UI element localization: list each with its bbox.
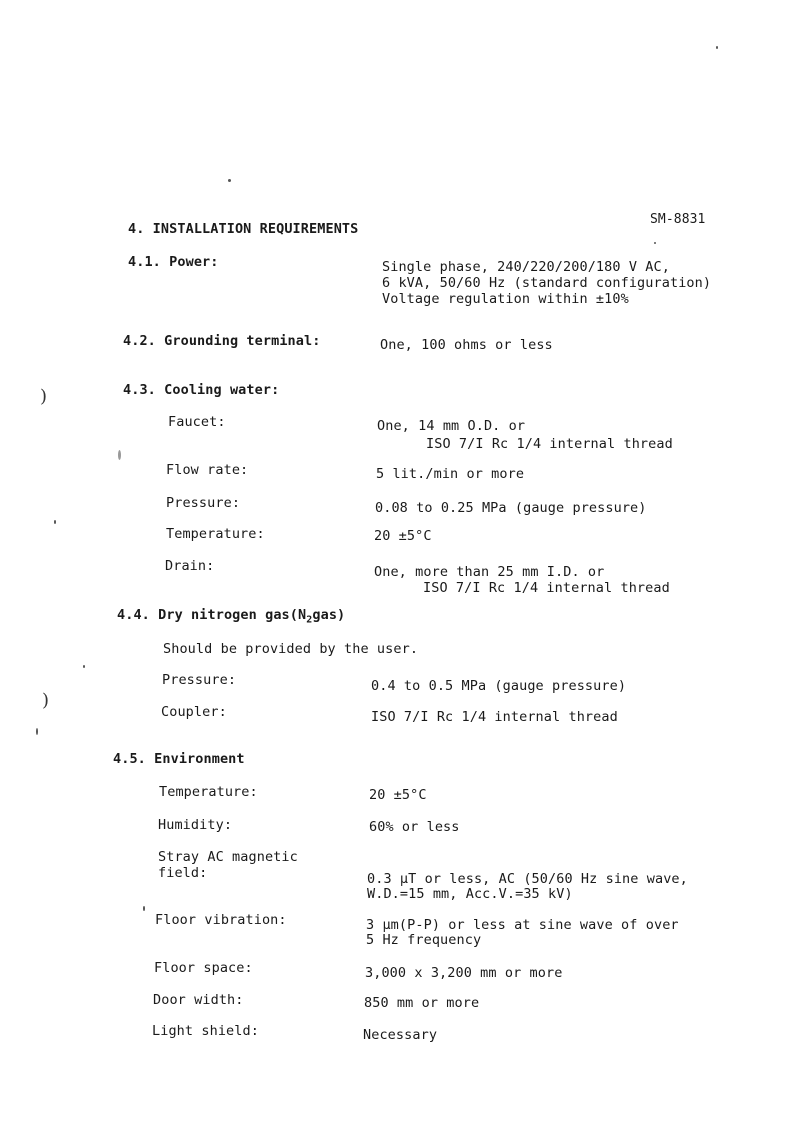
scan-speck xyxy=(54,520,56,524)
floor-vibration-value-1: 3 µm(P-P) or less at sine wave of over xyxy=(366,917,679,933)
scan-speck xyxy=(716,46,718,49)
scan-speck xyxy=(654,242,656,244)
margin-paren-mark: ) xyxy=(40,386,48,407)
coupler-value: ISO 7/I Rc 1/4 internal thread xyxy=(371,709,618,725)
door-width-label: Door width: xyxy=(153,992,244,1008)
cooling-temperature-label: Temperature: xyxy=(166,526,265,542)
nitrogen-heading-suffix: gas) xyxy=(312,607,346,623)
light-shield-value: Necessary xyxy=(363,1027,438,1043)
scan-speck xyxy=(118,450,121,460)
grounding-heading: 4.2. Grounding terminal: xyxy=(123,333,321,349)
floor-space-value: 3,000 x 3,200 mm or more xyxy=(365,965,563,981)
faucet-line-2: ISO 7/I Rc 1/4 internal thread xyxy=(426,436,673,452)
light-shield-label: Light shield: xyxy=(152,1023,259,1039)
nitrogen-note: Should be provided by the user. xyxy=(163,641,419,657)
power-line-3: Voltage regulation within ±10% xyxy=(382,291,629,307)
nitrogen-pressure-label: Pressure: xyxy=(162,672,237,688)
env-temperature-value: 20 ±5°C xyxy=(369,787,427,803)
humidity-label: Humidity: xyxy=(158,817,233,833)
scan-speck xyxy=(36,728,38,735)
environment-heading: 4.5. Environment xyxy=(113,751,245,767)
coupler-label: Coupler: xyxy=(161,704,227,720)
faucet-line-1: One, 14 mm O.D. or xyxy=(377,418,526,434)
grounding-value: One, 100 ohms or less xyxy=(380,337,553,353)
drain-line-2: ISO 7/I Rc 1/4 internal thread xyxy=(423,580,670,596)
power-line-1: Single phase, 240/220/200/180 V AC, xyxy=(382,259,670,275)
scan-speck xyxy=(83,665,85,668)
floor-vibration-label: Floor vibration: xyxy=(155,912,287,928)
floor-space-label: Floor space: xyxy=(154,960,253,976)
scan-speck xyxy=(228,179,231,182)
humidity-value: 60% or less xyxy=(369,819,460,835)
cooling-pressure-label: Pressure: xyxy=(166,495,241,511)
floor-vibration-value-2: 5 Hz frequency xyxy=(366,932,482,948)
stray-field-value-1: 0.3 µT or less, AC (50/60 Hz sine wave, xyxy=(367,871,688,887)
document-id: SM-8831 xyxy=(650,212,706,227)
drain-label: Drain: xyxy=(165,558,215,574)
drain-line-1: One, more than 25 mm I.D. or xyxy=(374,564,605,580)
margin-paren-mark: ) xyxy=(42,690,50,711)
flow-rate-label: Flow rate: xyxy=(166,462,249,478)
power-heading: 4.1. Power: xyxy=(128,254,219,270)
faucet-label: Faucet: xyxy=(168,414,226,430)
nitrogen-pressure-value: 0.4 to 0.5 MPa (gauge pressure) xyxy=(371,678,627,694)
cooling-heading: 4.3. Cooling water: xyxy=(123,382,280,398)
scan-speck xyxy=(143,906,145,911)
flow-rate-value: 5 lit./min or more xyxy=(376,466,525,482)
stray-field-label-2: field: xyxy=(158,865,208,881)
cooling-temperature-value: 20 ±5°C xyxy=(374,528,432,544)
nitrogen-heading-text: 4.4. Dry nitrogen gas(N xyxy=(117,607,307,623)
env-temperature-label: Temperature: xyxy=(159,784,258,800)
section-title: 4. INSTALLATION REQUIREMENTS xyxy=(128,221,359,237)
door-width-value: 850 mm or more xyxy=(364,995,480,1011)
nitrogen-heading-subscript: 2 xyxy=(306,614,313,626)
cooling-pressure-value: 0.08 to 0.25 MPa (gauge pressure) xyxy=(375,500,647,516)
power-line-2: 6 kVA, 50/60 Hz (standard configuration) xyxy=(382,275,712,291)
stray-field-value-2: W.D.=15 mm, Acc.V.=35 kV) xyxy=(367,886,573,902)
stray-field-label-1: Stray AC magnetic xyxy=(158,849,298,865)
nitrogen-heading xyxy=(117,607,345,629)
